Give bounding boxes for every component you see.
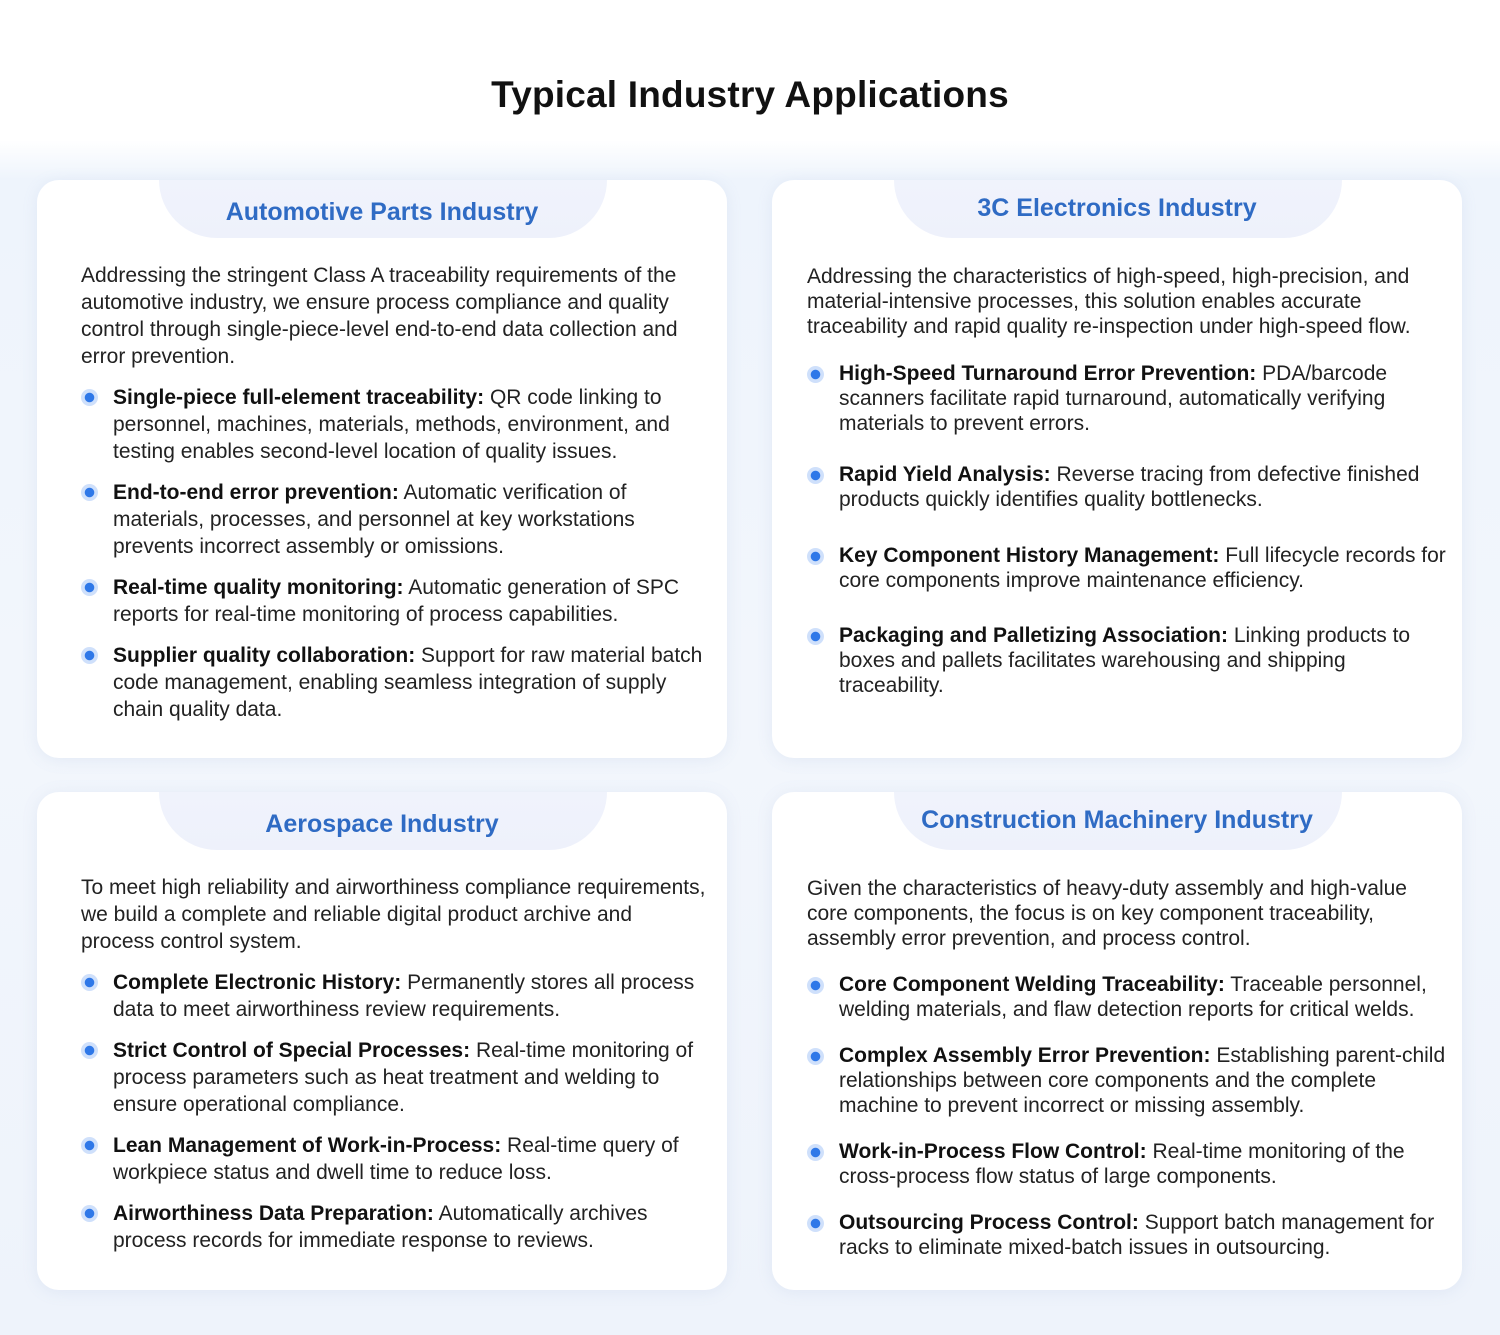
list-item: [81, 1037, 711, 1118]
item-label: Airworthiness Data Preparation:: [113, 1202, 434, 1225]
list-item: [807, 462, 1450, 512]
list-item: [807, 1139, 1450, 1189]
list-item: [81, 1132, 711, 1186]
list-item: [81, 384, 711, 465]
bullet-dot-icon: [81, 579, 98, 596]
list-item: [807, 623, 1450, 698]
item-label: Lean Management of Work-in-Process:: [113, 1134, 502, 1157]
item-text: Automatically archives process records for immediate response to reviews.: [113, 1202, 648, 1252]
item-text: Automatic verification of materials, processes, and personnel at key workstations prevents incorrect assembly or omissions.: [113, 481, 635, 558]
item-label: Single-piece full-element traceability:: [113, 386, 485, 409]
bullet-dot-icon: [807, 366, 824, 383]
bullet-dot-icon: [81, 1205, 98, 1222]
bullet-dot-icon: [807, 467, 824, 484]
card-aerospace: [37, 792, 727, 1290]
item-text: Permanently stores all process data to meet airworthiness review requirements.: [113, 971, 695, 1021]
item-text: Real-time query of workpiece status and dwell time to reduce loss.: [113, 1134, 679, 1184]
item-text: Automatic generation of SPC reports for real-time monitoring of process capabilities.: [113, 576, 680, 626]
card-intro: To meet high reliability and airworthiness compliance requirements, we build a complete and reliable digital product archive and process control system.: [81, 876, 706, 953]
item-text: Support batch management for racks to eliminate mixed-batch issues in outsourcing.: [839, 1211, 1435, 1259]
item-text: QR code linking to personnel, machines, materials, methods, environment, and testing enables second-level location of quality issues.: [113, 386, 670, 463]
list-item: [807, 361, 1450, 436]
item-text: Linking products to boxes and pallets facilitates warehousing and shipping traceability.: [839, 624, 1411, 697]
bullet-dot-icon: [81, 1137, 98, 1154]
item-label: High-Speed Turnaround Error Prevention:: [839, 362, 1257, 385]
bullet-dot-icon: [807, 977, 824, 994]
list-item: [807, 972, 1450, 1022]
bullet-dot-icon: [807, 1215, 824, 1232]
list-item: [81, 642, 711, 723]
bullet-dot-icon: [807, 1048, 824, 1065]
card-intro: Given the characteristics of heavy-duty assembly and high-value core components, the focus is on key component traceability, assembly error prevention, and process control.: [807, 877, 1407, 950]
card-title: Construction Machinery Industry: [921, 806, 1313, 834]
item-label: Key Component History Management:: [839, 544, 1220, 567]
bullet-dot-icon: [807, 628, 824, 645]
item-label: Core Component Welding Traceability:: [839, 973, 1225, 996]
bullet-dot-icon: [81, 484, 98, 501]
card-automotive-parts: [37, 180, 727, 758]
item-text: Real-time monitoring of process parameters such as heat treatment and welding to ensure operational compliance.: [113, 1039, 694, 1116]
list-item: [807, 543, 1450, 593]
card-title: Automotive Parts Industry: [225, 198, 539, 226]
item-text: Establishing parent-child relationships between core components and the complete machine to prevent incorrect or missing assembly.: [839, 1044, 1446, 1117]
item-label: Complex Assembly Error Prevention:: [839, 1044, 1211, 1067]
bullet-dot-icon: [81, 974, 98, 991]
item-label: Supplier quality collaboration:: [113, 644, 416, 667]
list-item: [81, 1200, 711, 1254]
item-text: Reverse tracing from defective finished products quickly identifies quality bottlenecks.: [839, 463, 1420, 511]
card-construction-machinery: [772, 792, 1462, 1290]
item-text: Support for raw material batch code management, enabling seamless integration of supply chain quality data.: [113, 644, 703, 721]
item-label: Packaging and Palletizing Association:: [839, 624, 1228, 647]
page-title: Typical Industry Applications: [491, 74, 1009, 115]
item-label: Work-in-Process Flow Control:: [839, 1140, 1147, 1163]
feature-list: [81, 969, 711, 1254]
item-text: Real-time monitoring of the cross-process flow status of large components.: [839, 1140, 1405, 1188]
bullet-dot-icon: [81, 389, 98, 406]
card-title: 3C Electronics Industry: [977, 194, 1257, 222]
item-label: Strict Control of Special Processes:: [113, 1039, 471, 1062]
list-item: [81, 574, 711, 628]
bullet-dot-icon: [81, 1042, 98, 1059]
item-label: Outsourcing Process Control:: [839, 1211, 1139, 1234]
card-title: Aerospace Industry: [265, 810, 499, 838]
bullet-dot-icon: [807, 548, 824, 565]
item-label: End-to-end error prevention:: [113, 481, 399, 504]
list-item: [807, 1210, 1450, 1260]
item-label: Complete Electronic History:: [113, 971, 402, 994]
item-text: Traceable personnel, welding materials, and flaw detection reports for critical welds.: [839, 973, 1427, 1021]
item-label: Real-time quality monitoring:: [113, 576, 404, 599]
bullet-dot-icon: [81, 647, 98, 664]
feature-list: [807, 972, 1450, 1260]
item-text: Full lifecycle records for core components improve maintenance efficiency.: [839, 544, 1446, 592]
bullet-dot-icon: [807, 1144, 824, 1161]
list-item: [81, 479, 711, 560]
list-item: [807, 1043, 1450, 1118]
card-intro: Addressing the characteristics of high-speed, high-precision, and material-intensive processes, this solution enables accurate traceability and rapid quality re-inspection under high-speed flow.: [807, 265, 1411, 338]
list-item: [81, 969, 711, 1023]
card-intro: Addressing the stringent Class A traceability requirements of the automotive industry, we ensure process compliance and quality control through single-piece-level end-to-end data collection and error prevention.: [81, 264, 678, 368]
feature-list: [81, 384, 711, 723]
item-text: PDA/barcode scanners facilitate rapid turnaround, automatically verifying materials to prevent errors.: [839, 362, 1388, 435]
feature-list: [807, 361, 1450, 698]
card-3c-electronics: [772, 180, 1462, 758]
item-label: Rapid Yield Analysis:: [839, 463, 1051, 486]
